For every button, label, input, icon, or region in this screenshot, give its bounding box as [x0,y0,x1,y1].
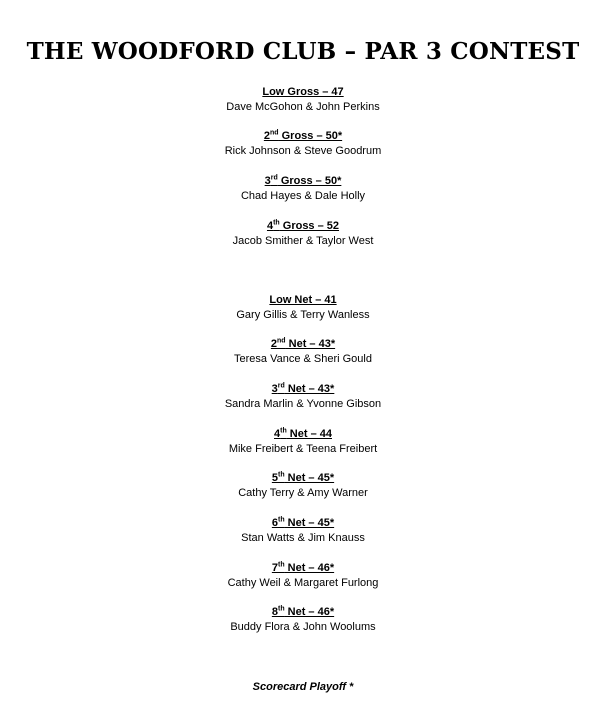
place-number: 5 [271,472,278,484]
net-result-2 [0,337,606,366]
place-suffix: th [277,605,285,613]
place-label: Gross – 50* [277,175,342,187]
place-number: 2 [263,130,270,142]
place-number: 2 [270,338,278,350]
team-names: Gary Gillis & Terry Wanless [236,309,370,321]
team-names: Chad Hayes & Dale Holly [240,190,366,202]
result-heading [0,174,606,188]
team-names: Dave McGohon & John Perkins [226,101,380,113]
place-suffix: nd [277,337,286,345]
result-heading [0,516,606,530]
place-label: Low Gross – 47 [262,86,344,98]
place-label: Low Net – 41 [269,294,337,306]
place-suffix: th [277,561,285,569]
place-number: 6 [271,517,278,529]
place-label: Net – 45* [284,472,335,484]
place-label: Net – 45* [284,517,335,529]
result-heading [0,471,606,485]
playoff-footnote: Scorecard Playoff * [252,681,354,693]
place-label: Net – 46* [284,562,335,574]
result-heading [0,85,606,99]
net-result-5 [0,471,606,500]
team-names: Cathy Weil & Margaret Furlong [227,577,379,589]
place-suffix: th [277,471,285,479]
gross-result-2 [0,129,606,158]
place-suffix: th [277,516,285,524]
place-label: Gross – 50* [278,130,343,142]
result-heading [0,605,606,619]
result-heading [0,129,606,143]
team-names: Rick Johnson & Steve Goodrum [224,145,382,157]
place-number: 7 [271,562,278,574]
net-result-6 [0,516,606,545]
place-label: Gross – 52 [279,220,340,232]
team-names: Stan Watts & Jim Knauss [241,532,365,544]
team-names: Cathy Terry & Amy Warner [238,487,368,499]
place-number: 4 [274,428,281,440]
place-number: 4 [266,220,274,232]
net-result-4 [0,427,606,456]
net-result-1 [0,293,606,322]
team-names: Teresa Vance & Sheri Gould [234,353,372,365]
place-number: 8 [271,606,278,618]
place-suffix: rd [277,382,285,390]
place-suffix: rd [270,174,278,182]
team-names: Jacob Smither & Taylor West [232,235,374,247]
result-heading [0,561,606,575]
place-label: Net – 46* [284,606,335,618]
net-result-8 [0,605,606,634]
place-label: Net – 43* [285,338,336,350]
team-names: Buddy Flora & John Woolums [230,621,376,633]
result-heading [0,337,606,351]
net-result-3 [0,382,606,411]
result-heading [0,382,606,396]
place-suffix: th [280,427,287,435]
gross-result-4 [0,219,606,248]
team-names: Sandra Marlin & Yvonne Gibson [224,398,382,410]
place-suffix: nd [269,129,279,137]
gross-result-1 [0,85,606,114]
net-result-7 [0,561,606,590]
place-label: Net – 43* [284,383,335,395]
gross-result-3 [0,174,606,203]
result-heading [0,293,606,307]
place-number: 3 [264,175,271,187]
place-number: 3 [271,383,278,395]
place-suffix: th [273,219,280,227]
result-heading [0,219,606,233]
result-heading [0,427,606,441]
page-title: THE WOODFORD CLUB – PAR 3 CONTEST [26,38,580,65]
team-names: Mike Freibert & Teena Freibert [228,443,378,455]
place-label: Net – 44 [286,428,332,440]
